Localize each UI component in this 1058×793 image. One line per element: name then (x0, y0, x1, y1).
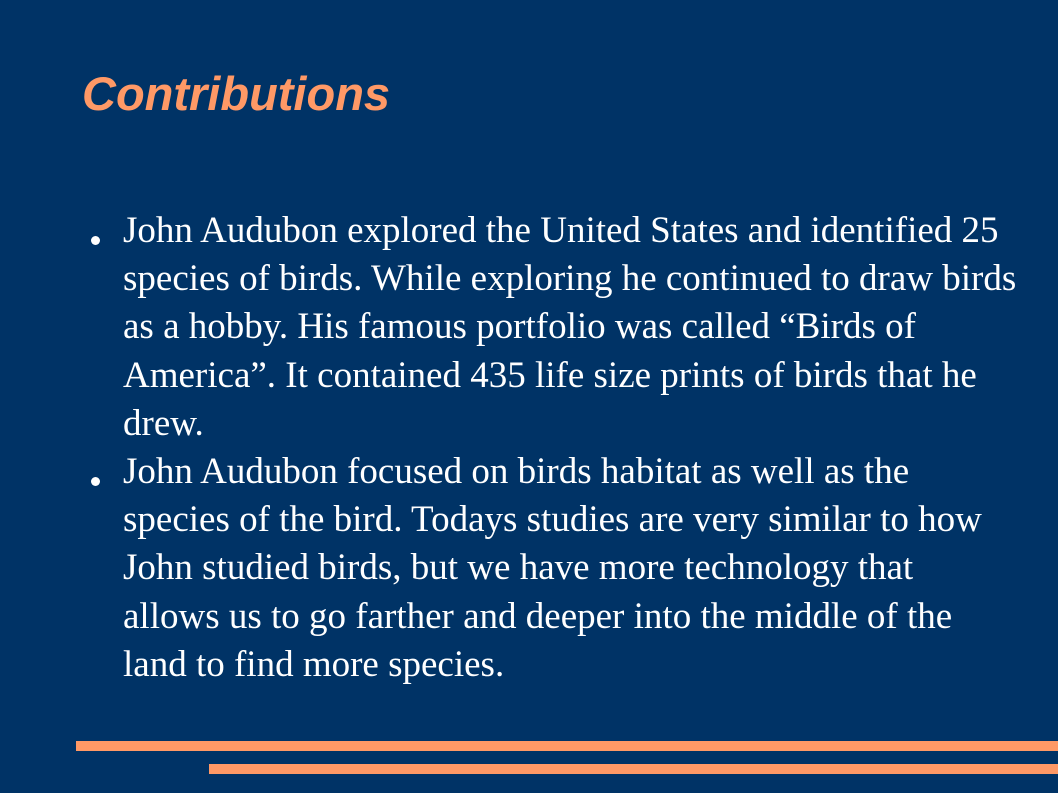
accent-rule-top (76, 741, 1058, 751)
slide-title: Contributions (82, 67, 391, 120)
bullet-text: John Audubon focused on birds habitat as well as the species of the bird. Todays studies are very similar to how John studied birds, but we have more technology that allows us to go farther and deeper into the middle of the land to find more species. (123, 451, 982, 685)
accent-rule-bottom (209, 764, 1058, 774)
bullet-item (88, 448, 1018, 689)
bullet-text: John Audubon explored the United States and identified 25 species of birds. While exploring he continued to draw birds as a hobby. His famous portfolio was called “Birds of America”. It contained 435 life size prints of birds that he drew. (123, 210, 1017, 444)
bullet-list (88, 207, 1018, 689)
bullet-item (88, 207, 1018, 448)
bullet-dot-icon (91, 477, 100, 486)
bullet-dot-icon (91, 236, 100, 245)
